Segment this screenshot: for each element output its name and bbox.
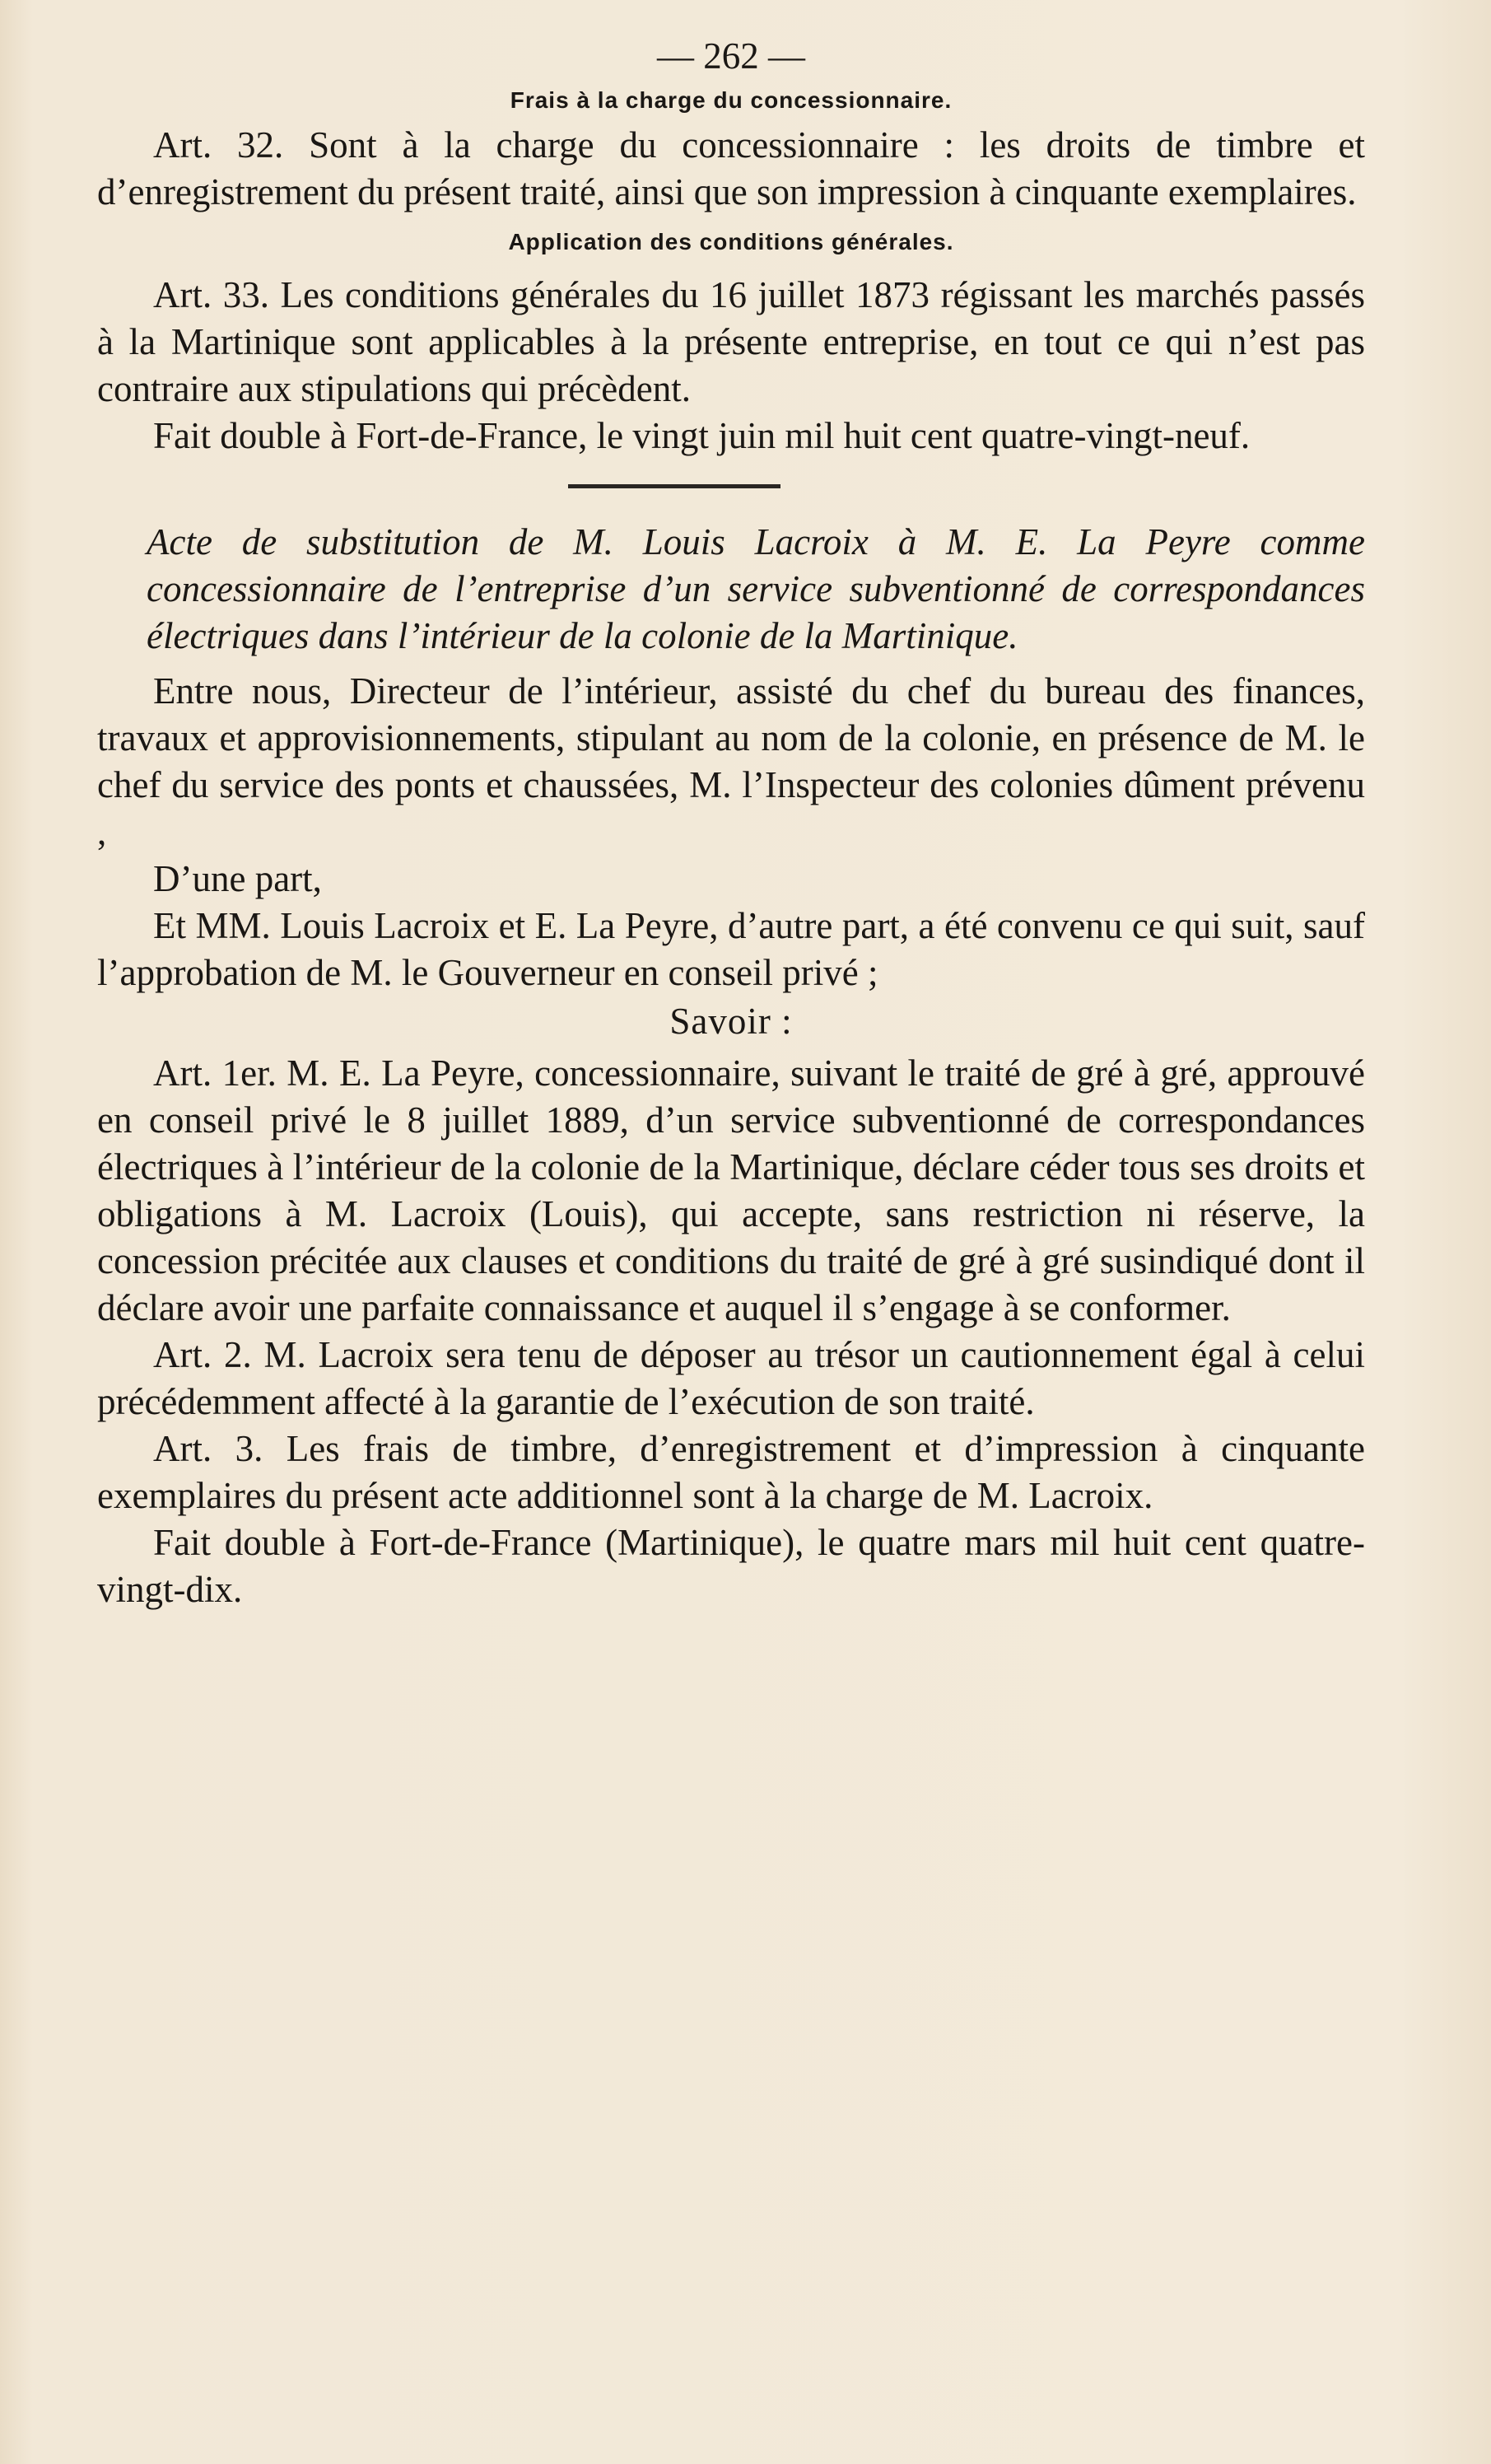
section-heading-frais: Frais à la charge du concessionnaire. (510, 87, 953, 113)
savoir-heading: Savoir : (669, 1001, 793, 1042)
page-number: — 262 — (657, 35, 805, 77)
signature-date-1: Fait double à Fort-de-France, le vingt juin mil huit cent quatre-vingt-neuf. (153, 415, 1251, 456)
page-text (97, 33, 1365, 1613)
signature-date-2: Fait double à Fort-de-France (Martinique), le quatre mars mil huit cent quatre-vingt-dix. (97, 1522, 1365, 1610)
separator-rule (568, 484, 780, 488)
paragraph-dune-part: D’une part, (153, 858, 322, 899)
article-3: Art. 3. Les frais de timbre, d’enregistrement et d’impression à cinquante exemplaires du présent acte additionnel sont à la charge de M. Lacroix. (97, 1428, 1365, 1516)
article-1: Art. 1er. M. E. La Peyre, concessionnaire, suivant le traité de gré à gré, approuvé en conseil privé le 8 juillet 1889, d’un service subventionné de correspondances électriques à l’intérieur de la colonie de la Martinique, déclare céder tous ses droits et obligations à M. Lacroix (Louis), qui accepte, sans restriction ni réserve, la concession précitée aux clauses et conditions du traité de gré à gré susindiqué dont il déclare avoir une parfaite connaissance et auquel il s’engage à se conformer. (97, 1052, 1365, 1328)
separator (97, 460, 1365, 519)
article-32: Art. 32. Sont à la charge du concessionnaire : les droits de timbre et d’enregistrement du présent traité, ainsi que son impression à cinquante exemplaires. (97, 124, 1365, 212)
paragraph-et-mm: Et MM. Louis Lacroix et E. La Peyre, d’autre part, a été convenu ce qui suit, sauf l’approbation de M. le Gouverneur en conseil privé ; (97, 905, 1365, 993)
act-title: Acte de substitution de M. Louis Lacroix à M. E. La Peyre comme concessionnaire de l’entreprise d’un service subventionné de correspondances électriques dans l’intérieur de la colonie de la Martinique. (147, 521, 1365, 656)
article-33: Art. 33. Les conditions générales du 16 juillet 1873 régissant les marchés passés à la Martinique sont applicables à la présente entreprise, en tout ce qui n’est pas contraire aux stipulations qui précèdent. (97, 274, 1365, 409)
paragraph-entre-nous: Entre nous, Directeur de l’intérieur, assisté du chef du bureau des finances, travaux et approvisionnements, stipulant au nom de la colonie, en présence de M. le chef du service des ponts et chaussées, M. l’Inspecteur des colonies dûment prévenu , (97, 670, 1365, 852)
section-heading-application: Application des conditions générales. (508, 229, 954, 254)
article-2: Art. 2. M. Lacroix sera tenu de déposer au trésor un cautionnement égal à celui précédemment affecté à la garantie de l’exécution de son traité. (97, 1334, 1365, 1422)
